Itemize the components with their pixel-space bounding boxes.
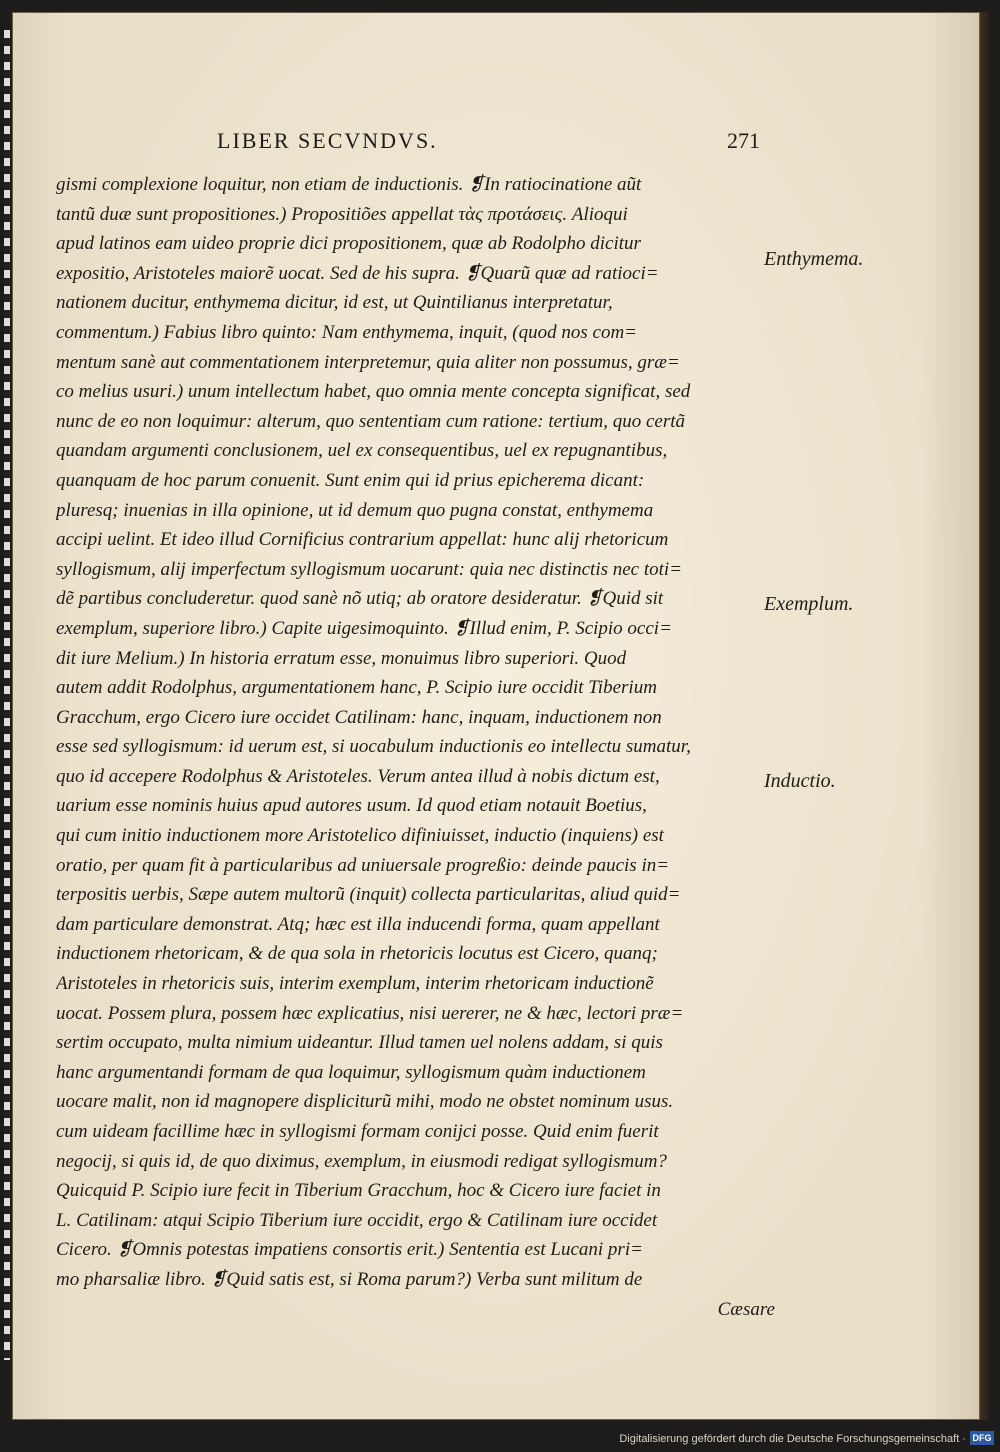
text-line: dam particulare demonstrat. Atq; hæc est illa inducendi forma, quam appellant [56,913,660,935]
text-line: quanquam de hoc parum conuenit. Sunt enim qui id prius epicherema dicant: [56,469,645,491]
book-page [12,12,980,1420]
text-line: co melius usuri.) unum intellectum habet, quo omnia mente concepta significat, sed [56,381,691,403]
text-line: mentum sanè aut commentationem interpretemur, quia aliter non possumus, græ= [56,351,680,373]
running-head: LIBER SECVNDVS. [217,128,438,153]
text-line: nationem ducitur, enthymema dicitur, id est, ut Quintilianus interpretatur, [56,292,613,314]
text-line: quo id accepere Rodolphus & Aristoteles. Verum antea illud à nobis dictum est, [56,765,660,787]
text-line: apud latinos eam uideo proprie dici propositionem, quæ ab Rodolpho dicitur [56,233,641,255]
text-line: esse sed syllogismum: id uerum est, si uocabulum inductionis eo intellectu sumatur, [56,736,691,758]
text-line: tantũ duæ sunt propositiones.) Propositiões appellat τὰς προτάσεις. Alioqui [56,203,628,225]
text-line: L. Catilinam: atqui Scipio Tiberium iure occidit, ergo & Catilinam iure occidet [56,1209,658,1231]
color-scale-bar [4,30,10,1360]
text-line: cum uideam facillime hæc in syllogismi formam conijci posse. Quid enim fuerit [56,1121,659,1142]
text-line: Cicero. ❡Omnis potestas impatiens consortis erit.) Sententia est Lucani pri= [56,1239,643,1261]
text-line: mo pharsaliæ libro. ❡Quid satis est, si Roma parum?) Verba sunt militum de [56,1268,643,1290]
text-line: inductionem rhetoricam, & de qua sola in rhetoricis locutus est Cicero, quanq; [56,943,658,965]
text-line: dit iure Melium.) In historia erratum esse, monuimus libro superiori. Quod [56,647,627,669]
text-line: commentum.) Fabius libro quinto: Nam enthymema, inquit, (quod nos com= [56,321,637,343]
text-line: syllogismum, alij imperfectum syllogismum uocarunt: quia nec distinctis nec toti= [56,558,683,580]
text-line: qui cum initio inductionem more Aristotelico difiniuisset, inductio (inquiens) est [56,825,664,847]
text-line: dẽ partibus concluderetur. quod sanè nõ utiq; ab oratore desideratur. ❡Quid sit [56,588,664,610]
text-line: oratio, per quam fit à particularibus ad uniuersale progreßio: deinde paucis in= [56,854,670,876]
page-number: 271 [727,128,760,153]
text-line: pluresq; inuenias in illa opinione, ut id demum quo pugna constat, enthymema [56,499,654,521]
text-line: uarium esse nominis huius apud autores usum. Id quod etiam notauit Boetius, [56,795,647,817]
catchword: Cæsare [717,1298,775,1320]
text-line: Gracchum, ergo Cicero iure occidet Catilinam: hanc, inquam, inductionem non [56,706,662,728]
text-line: Aristoteles in rhetoricis suis, interim exemplum, interim rhetoricam inductionẽ [56,973,654,995]
marginal-note-inductio: Inductio. [764,770,836,792]
text-line: gismi complexione loquitur, non etiam de inductionis. ❡In ratiocinatione aũt [56,174,642,195]
text-line: negocij, si quis id, de quo diximus, exemplum, in eiusmodi redigat syllogismum? [56,1150,667,1172]
dfg-logo: DFG [970,1431,994,1445]
text-line: sertim occupato, multa nimium uideantur. Illud tamen uel nolens addam, si quis [56,1032,663,1054]
text-line: hanc argumentandi formam de qua loquimur, syllogismum quàm inductionem [56,1061,646,1083]
text-line: quandam argumenti conclusionem, uel ex consequentibus, uel ex repugnantibus, [56,440,668,462]
body-text [56,170,781,1324]
text-line: exemplum, superiore libro.) Capite uigesimoquinto. ❡Illud enim, P. Scipio occi= [56,617,672,639]
text-line: accipi uelint. Et ideo illud Cornificius contrarium appellat: hunc alij rhetoricum [56,529,669,551]
page-header [72,128,772,158]
text-line: Quicquid P. Scipio iure fecit in Tiberium Gracchum, hoc & Cicero iure faciet in [56,1180,661,1202]
text-line: uocare malit, non id magnopere displiciturũ mihi, modo ne obstet nominum usus. [56,1091,674,1113]
text-line: terpositis uerbis, Sæpe autem multorũ (inquit) collecta particularitas, aliud quid= [56,884,681,906]
text-line: autem addit Rodolphus, argumentationem hanc, P. Scipio iure occidit Tiberium [56,677,657,699]
text-line: uocat. Possem plura, possem hæc explicatius, nisi uererer, ne & hæc, lectori præ= [56,1002,684,1024]
text-line: nunc de eo non loquimur: alterum, quo sententiam cum ratione: tertium, quo certã [56,410,686,432]
marginal-note-exemplum: Exemplum. [764,593,854,615]
digitization-credit: Digitalisierung gefördert durch die Deutsche Forschungsgemeinschaft · [619,1433,966,1445]
text-line: expositio, Aristoteles maiorẽ uocat. Sed de his supra. ❡Quarũ quæ ad ratioci= [56,262,659,284]
marginal-note-enthymema: Enthymema. [764,248,864,270]
